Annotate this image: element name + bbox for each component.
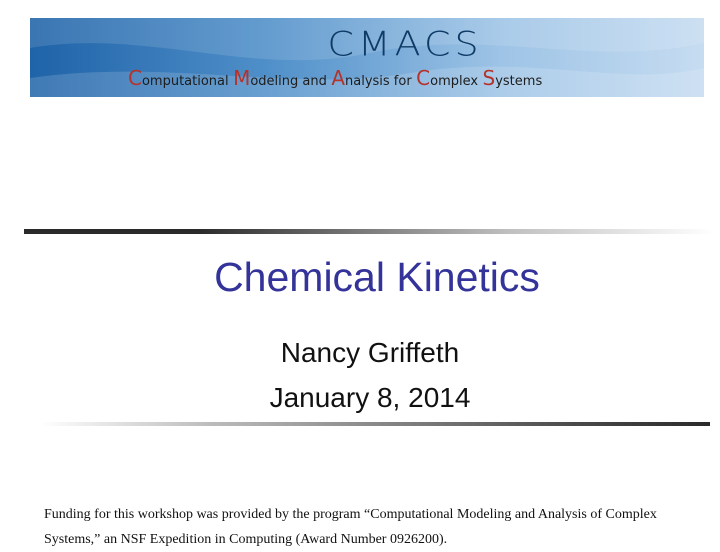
banner-word: Complex — [416, 66, 479, 90]
slide-title: Chemical Kinetics — [214, 254, 540, 300]
banner-logo-title: CMACS — [327, 24, 483, 64]
banner-word: Analysis for — [331, 66, 412, 90]
author-name: Nancy Griffeth — [280, 337, 460, 368]
bottom-divider — [40, 422, 710, 426]
top-divider — [24, 229, 714, 234]
cmacs-banner — [30, 18, 704, 97]
banner-subtitle — [128, 66, 688, 90]
funding-note: Funding for this workshop was provided by the program “Computational Modeling and Analysis of Complex Systems,” an NSF Expedition in Computing (Award Number 0926200). — [44, 507, 657, 547]
banner-word: Computational — [128, 66, 229, 90]
presentation-date: January 8, 2014 — [269, 382, 471, 413]
banner-word: Modeling and — [233, 66, 327, 90]
banner-word: Systems — [482, 66, 543, 90]
